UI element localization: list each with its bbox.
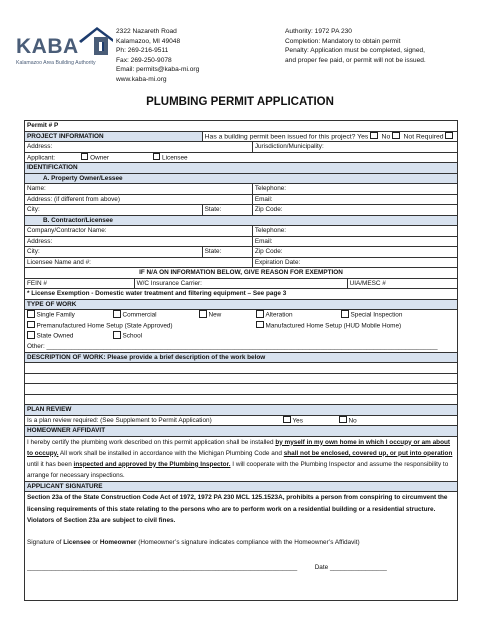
signature-section — [25, 492, 458, 601]
address-line-2: Kalamazoo, MI 49048 — [116, 37, 181, 45]
new-checkbox[interactable] — [199, 310, 207, 318]
project-address[interactable]: Address: — [25, 142, 253, 153]
permit-number[interactable]: Permit # P — [25, 121, 458, 132]
no-label: No — [381, 133, 391, 140]
alteration-label: Alteration — [265, 311, 293, 319]
expiration-date[interactable]: Expiration Date: — [252, 257, 457, 268]
contractor-zip[interactable]: Zip Code: — [252, 247, 457, 258]
commercial-label: Commercial — [122, 311, 157, 319]
sig-or: or — [90, 538, 100, 546]
description-line-3[interactable] — [25, 384, 458, 395]
other-field[interactable]: Other: ______________________________________________________________________________________________________________ — [27, 342, 438, 350]
owner-name[interactable]: Name: — [25, 184, 253, 195]
signature-heading: APPLICANT SIGNATURE — [25, 481, 458, 492]
applicant-row — [25, 152, 458, 163]
signature-line[interactable]: ____________________________________________________________________________ — [27, 563, 298, 571]
date-label: Date — [314, 563, 329, 571]
uia-mesc[interactable]: UIA/MESC # — [347, 278, 457, 289]
exemption-note: IF N/A ON INFORMATION BELOW, GIVE REASON FOR EXEMPTION — [25, 268, 458, 279]
affidavit-emphasis-2: shall not be enclosed, covered up, or put into operation — [283, 449, 453, 457]
house-logo-icon — [77, 25, 115, 59]
kaba-logo — [15, 25, 115, 73]
identification-heading: IDENTIFICATION — [25, 163, 458, 174]
single-family-checkbox[interactable] — [27, 310, 35, 318]
sig-pre: Signature of — [27, 538, 64, 546]
plan-review-row — [25, 415, 458, 426]
jurisdiction[interactable]: Jurisdiction/Municipality: — [252, 142, 457, 153]
description-line-2[interactable] — [25, 373, 458, 384]
work-type-options — [25, 310, 458, 353]
no-checkbox[interactable] — [392, 132, 400, 140]
owner-email[interactable]: Email: — [252, 194, 457, 205]
owner-label: Owner — [90, 154, 109, 161]
question-text: Has a building permit been issued for this project? — [204, 133, 356, 140]
company-name[interactable]: Company/Contractor Name: — [25, 226, 253, 237]
contractor-city[interactable]: City: — [25, 247, 203, 258]
owner-state[interactable]: State: — [202, 205, 252, 216]
penalty-line: Penalty: Application must be completed, signed, — [285, 47, 426, 54]
page-title: PLUMBING PERMIT APPLICATION — [146, 96, 334, 108]
description-heading: DESCRIPTION OF WORK: Please provide a brief description of the work below — [25, 352, 458, 363]
authority-info — [285, 27, 475, 65]
fein[interactable]: FEIN # — [25, 278, 135, 289]
licensee-label: Licensee — [162, 154, 188, 161]
work-type-row-3 — [27, 331, 455, 342]
authority-line: Authority: 1972 PA 230 — [285, 28, 352, 35]
owner-lessee-heading: A. Property Owner/Lessee — [25, 173, 458, 184]
owner-telephone[interactable]: Telephone: — [252, 184, 457, 195]
special-inspection-checkbox[interactable] — [341, 310, 349, 318]
plan-review-no-label: No — [348, 417, 357, 424]
contractor-heading: B. Contractor/Licensee — [25, 215, 458, 226]
sig-homeowner: Homeowner — [99, 538, 137, 546]
owner-checkbox[interactable] — [81, 153, 89, 161]
sig-licensee: Licensee — [63, 538, 91, 546]
plan-review-question: Is a plan review required: (See Supplement to Permit Application) — [27, 417, 212, 424]
description-line-1[interactable] — [25, 363, 458, 374]
school-label: School — [122, 332, 143, 340]
licensee-checkbox[interactable] — [153, 153, 161, 161]
sig-post: (Homeowner’s signature indicates compliance with the Homeowner’s Affidavit) — [136, 538, 360, 546]
state-owned-label: State Owned — [36, 332, 74, 340]
statute-text: Section 23a of the State Construction Code Act of 1972, 1972 PA 230 MCL 125.1523A, prohibits a person from conspiring to circumvent the licensing requirements of this state relating to the persons who are to perform work on a residential building or a residential structure. Violators of Section 23a are subject to civil fines. — [27, 494, 448, 524]
fax: Fax: 269-250-9078 — [116, 56, 172, 64]
affidavit-emphasis-3: inspected and approved by the Plumbing Inspector. — [73, 460, 231, 468]
date-line[interactable]: ________________ — [329, 563, 387, 571]
address-line-1: 2322 Nazareth Road — [116, 28, 177, 35]
premanufactured-label: Premanufactured Home Setup (State Approved) — [36, 322, 173, 329]
contractor-email[interactable]: Email: — [252, 236, 457, 247]
affidavit-part-1: I hereby certify the plumbing work described on this permit application shall be installed — [27, 438, 276, 446]
single-family-label: Single Family — [36, 311, 75, 319]
logo-text: KABA — [16, 35, 79, 58]
website: www.kaba-mi.org — [116, 75, 167, 83]
plan-review-yes-checkbox[interactable] — [283, 416, 291, 424]
manufactured-label: Manufactured Home Setup (HUD Mobile Home) — [265, 322, 402, 329]
work-type-row-1 — [27, 310, 455, 321]
type-of-work-heading: TYPE OF WORK — [25, 299, 458, 310]
penalty-line-2: and proper fee paid, or permit will not be issued. — [285, 56, 426, 64]
description-line-4[interactable] — [25, 394, 458, 405]
affidavit-part-4: I will cooperate with the Plumbing Inspector and assume the responsibility to arrange for necessary inspections. — [27, 460, 449, 479]
alteration-checkbox[interactable] — [256, 310, 264, 318]
applicant-label: Applicant: — [27, 154, 56, 161]
contractor-address[interactable]: Address: — [25, 236, 253, 247]
special-inspection-label: Special Inspection — [350, 311, 403, 319]
signature-line-row — [27, 562, 455, 573]
school-checkbox[interactable] — [113, 331, 121, 339]
new-label: New — [208, 311, 222, 319]
wc-insurance[interactable]: W/C Insurance Carrier: — [134, 278, 347, 289]
licensee-name[interactable]: Licensee Name and #: — [25, 257, 253, 268]
work-type-row-2 — [27, 321, 455, 332]
not-required-label: Not Required — [403, 133, 444, 140]
not-required-checkbox[interactable] — [445, 132, 453, 140]
permit-form — [24, 120, 458, 601]
contact-info — [116, 27, 199, 84]
plan-review-no-checkbox[interactable] — [339, 416, 347, 424]
license-exemption: * License Exemption - Domestic water treatment and filtering equipment – See page 3 — [25, 289, 458, 300]
phone: Ph: 269-216-9511 — [116, 47, 169, 54]
state-owned-checkbox[interactable] — [27, 331, 35, 339]
contractor-telephone[interactable]: Telephone: — [252, 226, 457, 237]
completion-line: Completion: Mandatory to obtain permit — [285, 37, 401, 45]
affidavit-heading: HOMEOWNER AFFIDAVIT — [25, 426, 458, 437]
premanufactured-checkbox[interactable] — [27, 321, 35, 329]
contractor-state[interactable]: State: — [202, 247, 252, 258]
affidavit-text — [25, 436, 458, 481]
plan-review-yes-label: Yes — [292, 417, 303, 424]
building-permit-question — [202, 131, 457, 142]
manufactured-checkbox[interactable] — [256, 321, 264, 329]
header — [0, 0, 480, 90]
commercial-checkbox[interactable] — [113, 310, 121, 318]
yes-checkbox[interactable] — [370, 132, 378, 140]
owner-city[interactable]: City: — [25, 205, 203, 216]
logo-subtitle: Kalamazoo Area Building Authority — [16, 60, 96, 66]
owner-zip[interactable]: Zip Code: — [252, 205, 457, 216]
affidavit-emphasis-1: by myself in my own home in which I occupy or am about to occupy. — [27, 438, 451, 457]
email: Email: permits@kaba-mi.org — [116, 66, 200, 73]
yes-label: Yes — [357, 133, 369, 140]
project-info-heading: PROJECT INFORMATION — [25, 131, 203, 142]
owner-address[interactable]: Address: (if different from above) — [25, 194, 253, 205]
signature-instruction — [27, 537, 455, 548]
plan-review-heading: PLAN REVIEW — [25, 405, 458, 416]
affidavit-part-2: All work shall be installed in accordance with the Michigan Plumbing Code and — [58, 449, 284, 457]
affidavit-part-3: until it has been — [27, 460, 74, 468]
